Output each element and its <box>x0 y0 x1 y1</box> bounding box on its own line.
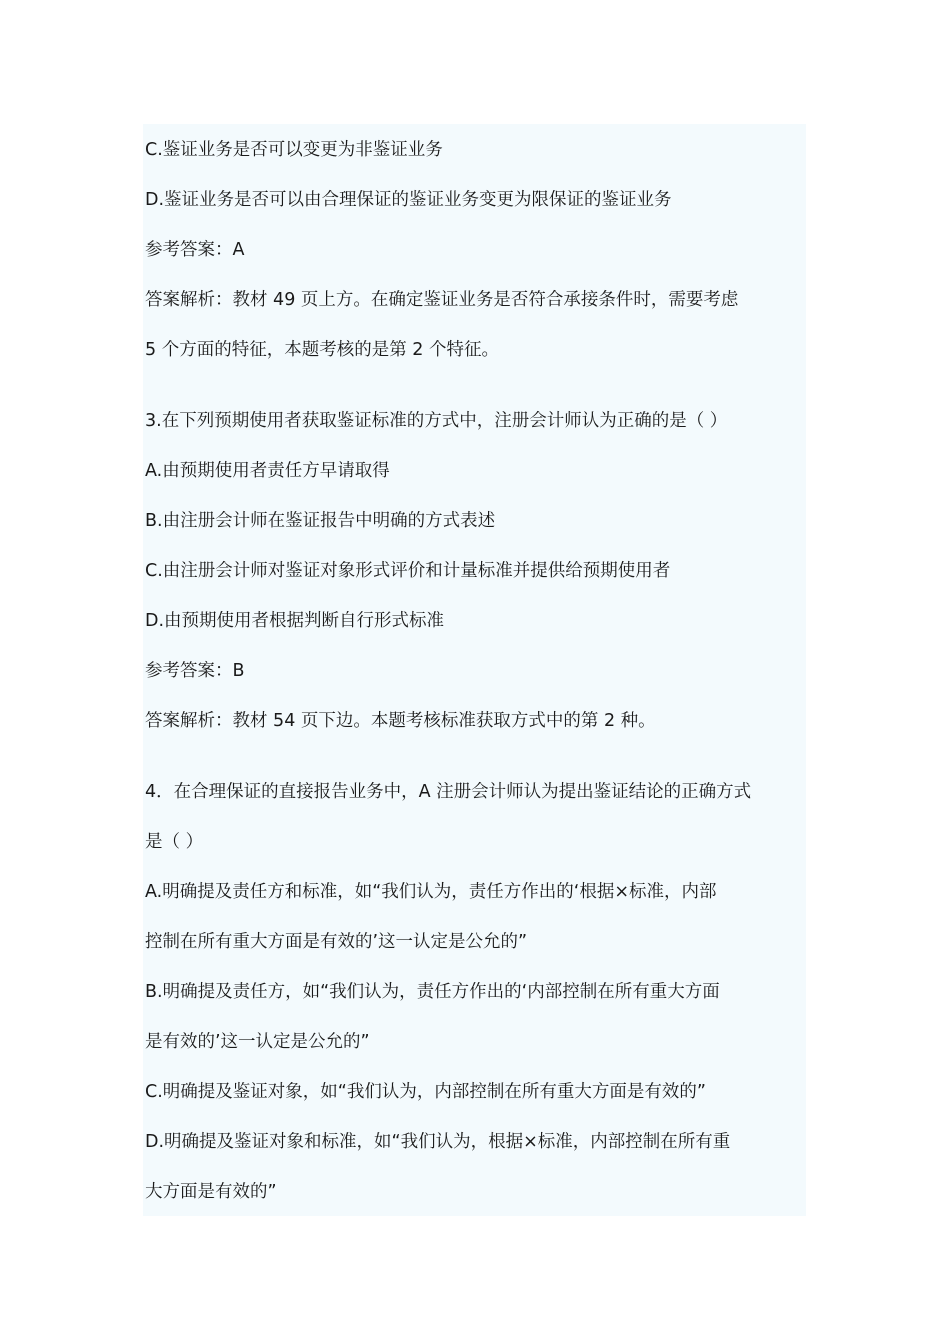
question-4-line1: 4．在合理保证的直接报告业务中，A 注册会计师认为提出鉴证结论的正确方式 <box>145 782 752 802</box>
option-d-q4-line1: D.明确提及鉴证对象和标准，如“我们认为，根据×标准，内部控制在所有重 <box>145 1132 731 1152</box>
explanation-q2-line1: 答案解析：教材 49 页上方。在确定鉴证业务是否符合承接条件时，需要考虑 <box>145 290 739 310</box>
option-d-q3: D.由预期使用者根据判断自行形式标准 <box>145 611 445 631</box>
answer-q3: 参考答案：B <box>145 661 245 681</box>
question-4-line2: 是（ ） <box>145 832 204 852</box>
option-c-q4: C.明确提及鉴证对象，如“我们认为，内部控制在所有重大方面是有效的” <box>145 1082 706 1102</box>
question-3: 3.在下列预期使用者获取鉴证标准的方式中，注册会计师认为正确的是（ ） <box>145 411 728 431</box>
option-a-q4-line1: A.明确提及责任方和标准，如“我们认为，责任方作出的‘根据×标准，内部 <box>145 882 717 902</box>
option-a-q4-line2: 控制在所有重大方面是有效的’这一认定是公允的” <box>145 932 528 952</box>
option-b-q4-line2: 是有效的’这一认定是公允的” <box>145 1032 370 1052</box>
explanation-q3: 答案解析：教材 54 页下边。本题考核标准获取方式中的第 2 种。 <box>145 711 656 731</box>
option-b-q4-line1: B.明确提及责任方，如“我们认为，责任方作出的‘内部控制在所有重大方面 <box>145 982 720 1002</box>
option-c-q2: C.鉴证业务是否可以变更为非鉴证业务 <box>145 140 443 160</box>
explanation-q2-line2: 5 个方面的特征，本题考核的是第 2 个特征。 <box>145 340 499 360</box>
option-d-q4-line2: 大方面是有效的” <box>145 1182 277 1202</box>
option-c-q3: C.由注册会计师对鉴证对象形式评价和计量标准并提供给预期使用者 <box>145 561 671 581</box>
option-b-q3: B.由注册会计师在鉴证报告中明确的方式表述 <box>145 511 496 531</box>
answer-q2: 参考答案：A <box>145 240 245 260</box>
option-d-q2: D.鉴证业务是否可以由合理保证的鉴证业务变更为限保证的鉴证业务 <box>145 190 672 210</box>
option-a-q3: A.由预期使用者责任方早请取得 <box>145 461 390 481</box>
